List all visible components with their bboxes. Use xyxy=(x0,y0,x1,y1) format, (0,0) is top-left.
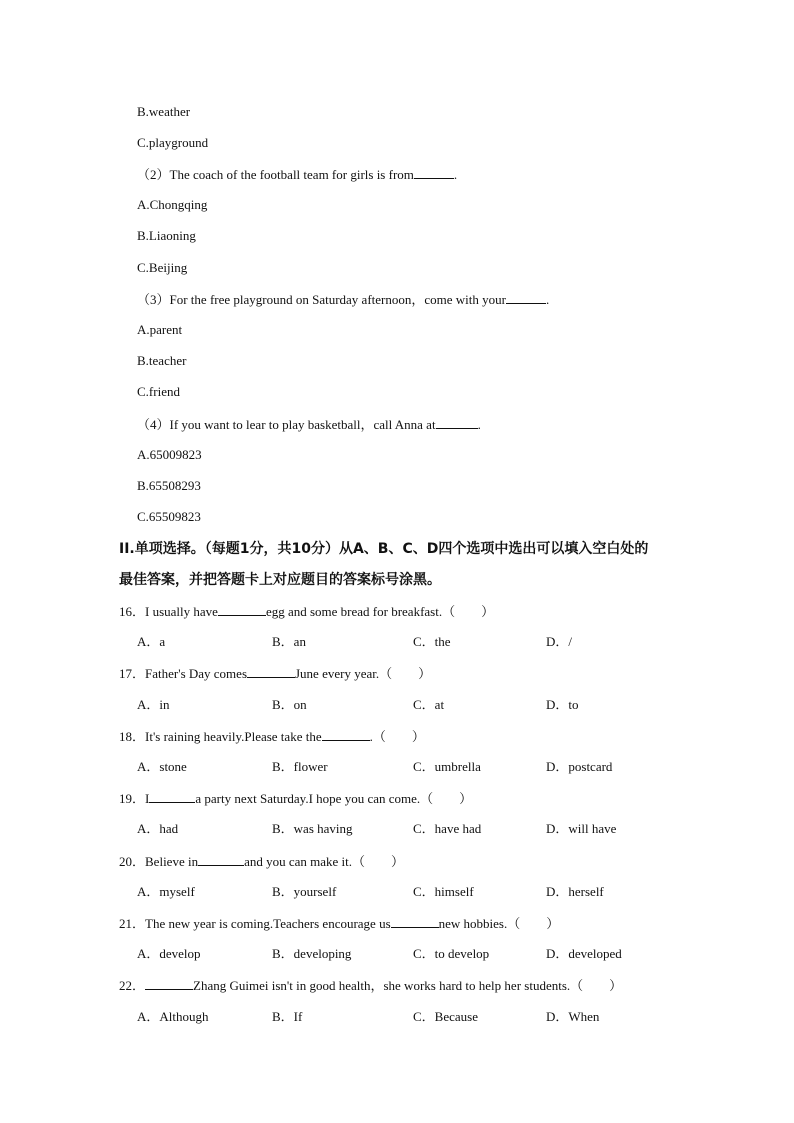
answer-blank xyxy=(436,415,478,429)
option-c: C．Because xyxy=(413,1009,478,1024)
reading-option: B.weather xyxy=(137,104,191,119)
reading-option: A.65009823 xyxy=(137,447,202,462)
question-text: Believe in xyxy=(145,854,199,869)
mc-question xyxy=(119,664,431,683)
mc-question xyxy=(119,727,425,746)
answer-blank xyxy=(247,664,295,678)
answer-blank xyxy=(149,789,195,803)
option-a: A．Although xyxy=(137,1009,209,1024)
option-d: D．herself xyxy=(546,884,604,899)
option-b: B．on xyxy=(272,697,307,712)
question-text-end: and you can make it.（ ） xyxy=(244,854,405,869)
question-text: The new year is coming.Teachers encourage us xyxy=(145,916,391,931)
reading-question xyxy=(137,415,481,434)
option-a: A．a xyxy=(137,634,166,649)
reading-option: A.parent xyxy=(137,322,183,337)
reading-option: B.teacher xyxy=(137,353,187,368)
question-text-end: a party next Saturday.I hope you can come.（ ） xyxy=(195,791,473,806)
question-number: 20． xyxy=(119,854,146,869)
question-stem-end: . xyxy=(545,292,550,307)
reading-option: B.65508293 xyxy=(137,478,201,493)
option-d: D．/ xyxy=(546,634,573,649)
question-stem: （4）If you want to lear to play basketball，call Anna at xyxy=(137,417,436,432)
option-d: D．will have xyxy=(546,821,617,836)
question-number: 21． xyxy=(119,916,146,931)
option-a: A．stone xyxy=(137,759,187,774)
option-d: D．When xyxy=(546,1009,600,1024)
option-c: C．at xyxy=(413,697,445,712)
option-b: B．yourself xyxy=(272,884,337,899)
answer-blank xyxy=(198,852,244,866)
answer-blank xyxy=(414,165,454,179)
option-a: A．had xyxy=(137,821,179,836)
section-heading-cont: 最佳答案，并把答题卡上对应题目的答案标号涂黑。 xyxy=(119,572,441,588)
answer-blank xyxy=(391,914,439,928)
mc-question xyxy=(119,789,472,808)
answer-blank xyxy=(506,290,546,304)
reading-option: A.Chongqing xyxy=(137,197,208,212)
reading-option: C.65509823 xyxy=(137,509,201,524)
option-d: D．postcard xyxy=(546,759,613,774)
option-a: A．in xyxy=(137,697,170,712)
option-c: C．to develop xyxy=(413,946,490,961)
option-b: B．flower xyxy=(272,759,328,774)
answer-blank xyxy=(322,727,370,741)
option-c: C．himself xyxy=(413,884,474,899)
question-number: 18． xyxy=(119,729,146,744)
reading-question xyxy=(137,165,457,184)
mc-question xyxy=(119,976,622,995)
mc-question xyxy=(119,602,494,621)
reading-option: C.friend xyxy=(137,384,180,399)
answer-blank xyxy=(218,602,266,616)
option-d: D．developed xyxy=(546,946,622,961)
question-text-end: June every year.（ ） xyxy=(295,666,432,681)
question-text: Father's Day comes xyxy=(145,666,247,681)
question-text-end: .（ ） xyxy=(369,729,425,744)
option-d: D．to xyxy=(546,697,579,712)
mc-question xyxy=(119,914,559,933)
option-c: C．umbrella xyxy=(413,759,481,774)
question-text-end: new hobbies.（ ） xyxy=(438,916,560,931)
question-stem-end: . xyxy=(477,417,481,432)
question-stem: （2）The coach of the football team for girls is from xyxy=(137,167,414,182)
question-number: 22． xyxy=(119,978,146,993)
option-a: A．develop xyxy=(137,946,201,961)
question-number: 19． xyxy=(119,791,146,806)
option-b: B．was having xyxy=(272,821,353,836)
question-stem-end: . xyxy=(453,167,458,182)
option-b: B．an xyxy=(272,634,306,649)
reading-option: B.Liaoning xyxy=(137,228,196,243)
section-heading: II.单项选择。（每题1分，共10分）从A、B、C、D四个选项中选出可以填入空白处的 xyxy=(119,541,649,557)
option-b: B．developing xyxy=(272,946,352,961)
question-text: I xyxy=(145,791,150,806)
question-text-end: egg and some bread for breakfast.（ ） xyxy=(265,604,495,619)
option-b: B．If xyxy=(272,1009,303,1024)
question-number: 17． xyxy=(119,666,146,681)
option-a: A．myself xyxy=(137,884,195,899)
reading-option: C.playground xyxy=(137,135,209,150)
option-c: C．have had xyxy=(413,821,482,836)
answer-blank xyxy=(145,976,193,990)
question-number: 16． xyxy=(119,604,146,619)
mc-question xyxy=(119,852,404,871)
question-text-end: Zhang Guimei isn't in good health，she works hard to help her students.（ ） xyxy=(193,978,623,993)
reading-option: C.Beijing xyxy=(137,260,188,275)
question-stem: （3）For the free playground on Saturday afternoon，come with your xyxy=(137,292,506,307)
reading-question xyxy=(137,290,549,309)
question-text: It's raining heavily.Please take the xyxy=(145,729,322,744)
question-text: I usually have xyxy=(145,604,218,619)
option-c: C．the xyxy=(413,634,451,649)
